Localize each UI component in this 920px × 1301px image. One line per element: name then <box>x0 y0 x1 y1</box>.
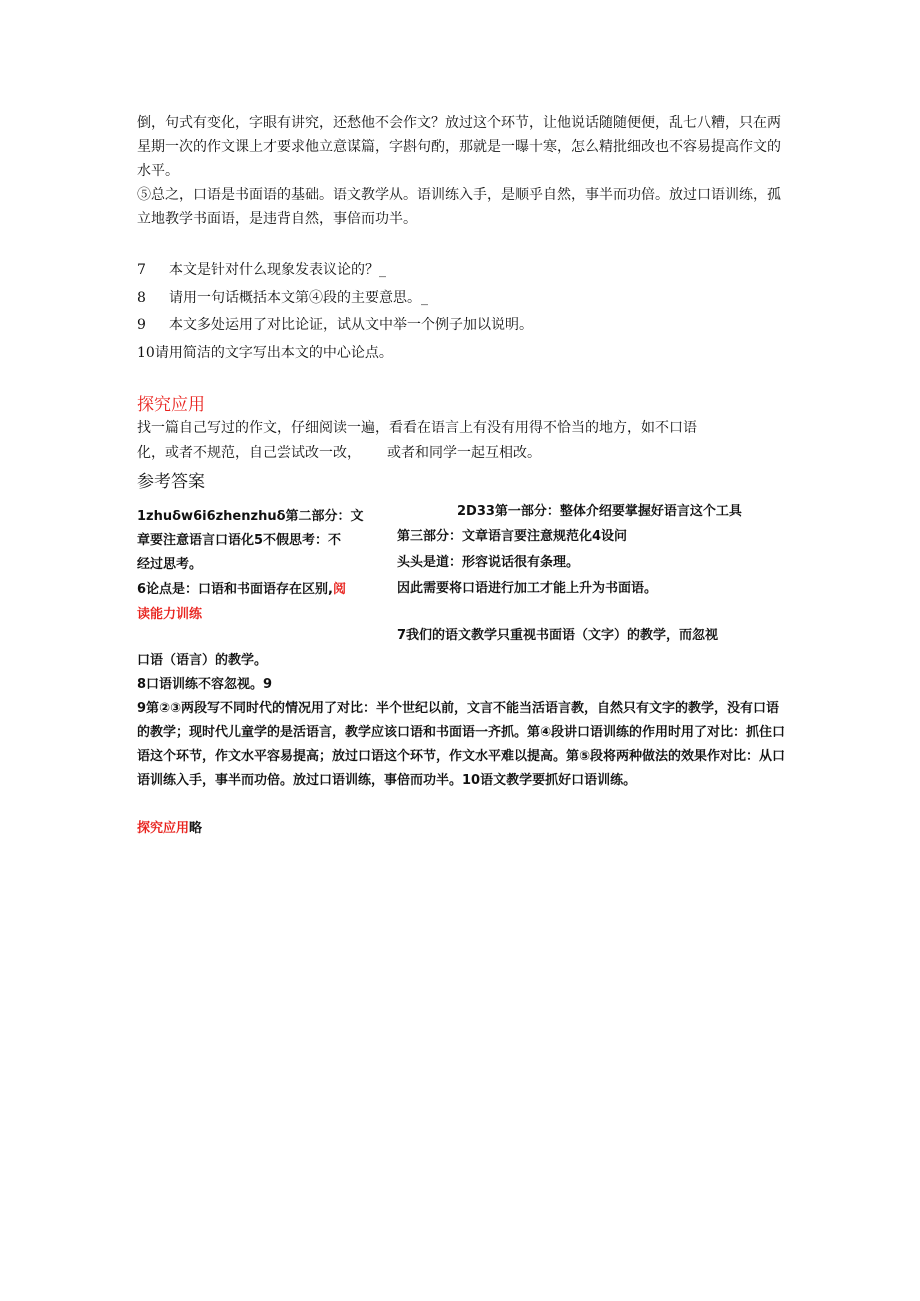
answer-left-line3: 经过思考。 <box>137 557 203 572</box>
answer-right-line2: 第三部分：文章语言要注意规范化4设问 <box>397 529 628 544</box>
passage-paragraph-5: ⑤总之，口语是书面语的基础。语文教学从。语训练入手，是顺乎自然，事半而功倍。放过口语训练，孤立地教学书面语，是违背自然，事倍而功半。 <box>137 187 781 227</box>
question-8: 8 请用一句话概括本文第④段的主要意思。_ <box>137 290 428 306</box>
answer-8: 8口语训练不容忽视。9 <box>137 677 273 692</box>
answer-left-line2: 章要注意语言口语化5不假思考：不 <box>137 533 342 548</box>
answer-right-line4: 因此需要将口语进行加工才能上升为书面语。 <box>397 581 658 596</box>
answer-9-10: 9第②③两段写不同时代的情况用了对比：半个世纪以前，文言不能当活语言教，自然只有文字的教学，没有口语的教学；现时代儿童学的是活语言，教学应该口语和书面语一齐抓。第④段讲口语训练的作用时用了对比：抓住口语这个环节，作文水平容易提高；放过口语这个环节，作文水平难以提高。第⑤段将两种做法的效果作对比：从口语训练入手，事半而功倍。放过口语训练，事倍而功半。10语文教学要抓好口语训练。 <box>137 701 786 788</box>
answer-left-line4: 6论点是：口语和书面语存在区别,阅 <box>137 582 346 597</box>
answer-7-line2: 口语（语言）的教学。 <box>137 653 268 668</box>
answer-explore: 探究应用略 <box>137 821 203 836</box>
explore-heading: 探究应用 <box>137 395 205 415</box>
explore-instruction-line1: 找一篇自己写过的作文，仔细阅读一遍，看看在语言上有没有用得不恰当的地方，如不口语 <box>137 420 697 436</box>
question-9: 9 本文多处运用了对比论证，试从文中举一个例子加以说明。 <box>137 317 533 333</box>
explore-instruction-line2: 化，或者不规范，自己尝试改一改， 或者和同学一起互相改。 <box>137 445 541 461</box>
question-7: 7 本文是针对什么现象发表议论的？_ <box>137 262 386 278</box>
passage-paragraph-continued: 倒，句式有变化，字眼有讲究，还愁他不会作文？放过这个环节，让他说话随随便便，乱七八糟，只在两星期一次的作文课上才要求他立意谋篇，字斟句酌，那就是一曝十寒，怎么精批细改也不容易提高作文的水平。 <box>137 115 781 179</box>
answer-right-line3: 头头是道：形容说话很有条理。 <box>397 555 580 570</box>
answer-right-line1: 2D33第一部分：整体介绍要掌握好语言这个工具 <box>457 504 742 519</box>
question-10: 10请用简洁的文字写出本文的中心论点。 <box>137 345 393 361</box>
answer-7-line1: 7我们的语文教学只重视书面语（文字）的教学，而忽视 <box>397 628 719 643</box>
answer-left-line1: 1zhuδw6i6zhenzhuδ第二部分：文 <box>137 509 364 524</box>
reading-training-label: 读能力训练 <box>137 607 203 622</box>
answers-heading: 参考答案 <box>137 472 205 492</box>
